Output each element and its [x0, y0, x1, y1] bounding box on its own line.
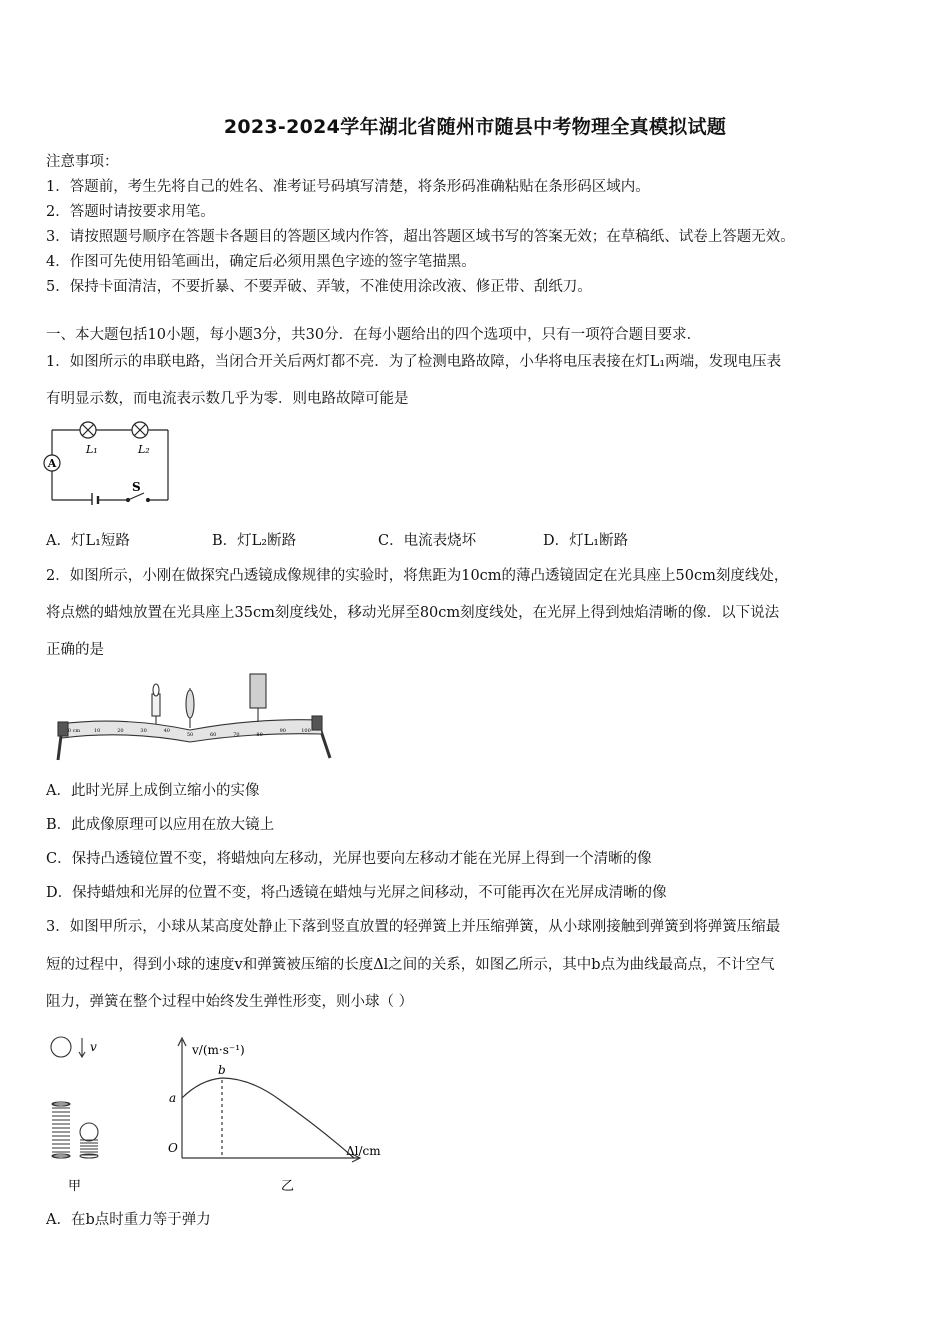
page-title: 2023-2024学年湖北省随州市随县中考物理全真模拟试题: [223, 116, 727, 138]
lamp1-label: L₁: [86, 443, 98, 456]
ammeter-label: A: [47, 457, 57, 470]
point-a-label: a: [169, 1091, 177, 1105]
bench-tick-label: 60: [210, 732, 217, 738]
spring-icon: [80, 1140, 98, 1155]
q2-text: 正确的是: [46, 642, 104, 658]
bench-tick-label: 20: [117, 728, 124, 734]
section-heading: 一、本大题包括10小题，每小题3分，共30分．在每小题给出的四个选项中，只有一项符合题目要求．: [46, 327, 702, 343]
q2-text: 2．如图所示，小刚在做探究凸透镜成像规律的实验时，将焦距为10cm的薄凸透镜固定在光具座上50cm刻度线处，: [46, 568, 789, 584]
notice-heading: 注意事项：: [46, 154, 119, 170]
notice-item: 3．请按照题号顺序在答题卡各题目的答题区域内作答，超出答题区域书写的答案无效；在草稿纸、试卷上答题无效。: [46, 229, 795, 245]
q2-optical-bench-diagram: [44, 668, 338, 768]
bench-tick-label: 80: [256, 732, 263, 738]
bench-tick-label: 10: [94, 728, 101, 734]
q2-option-c: C．保持凸透镜位置不变，将蜡烛向左移动，光屏也要向左移动才能在光屏上得到一个清晰的像: [46, 851, 652, 867]
q3-text: 3．如图甲所示，小球从某高度处静止下落到竖直放置的轻弹簧上并压缩弹簧，从小球刚接触到弹簧到将弹簧压缩最: [46, 919, 781, 935]
bench-tick-label: 50: [186, 732, 194, 738]
notice-item: 2．答题时请按要求用笔。: [46, 204, 215, 220]
q3-figure-jia: [44, 1030, 114, 1195]
bench-tick-label: 70: [233, 732, 240, 738]
q2-option-d: D．保持蜡烛和光屏的位置不变，将凸透镜在蜡烛与光屏之间移动，不可能再次在光屏成清晰的像: [46, 885, 667, 901]
q2-text: 将点燃的蜡烛放置在光具座上35cm刻度线处，移动光屏至80cm刻度线处，在光屏上得到烛焰清晰的像．以下说法: [46, 605, 780, 621]
ball-icon: [51, 1037, 71, 1057]
q3-text: 阻力，弹簧在整个过程中始终发生弹性形变，则小球（ ）: [46, 994, 414, 1010]
lamp2-label: L₂: [138, 443, 150, 456]
q3-option-a: A．在b点时重力等于弹力: [46, 1212, 211, 1228]
y-axis-label: v/(m·s⁻¹): [192, 1043, 245, 1057]
spring-icon: [52, 1104, 70, 1156]
q2-option-b: B．此成像原理可以应用在放大镜上: [46, 817, 275, 833]
q3-velocity-graph: [160, 1030, 410, 1195]
q3-text: 短的过程中，得到小球的速度v和弹簧被压缩的长度Δl之间的关系，如图乙所示，其中b点为曲线最高点，不计空气: [46, 957, 775, 973]
q2-option-a: A．此时光屏上成倒立缩小的实像: [46, 783, 260, 799]
ball-icon: [80, 1123, 98, 1141]
q1-circuit-diagram: [40, 415, 180, 505]
figure-yi-label: 乙: [281, 1179, 295, 1194]
velocity-label: v: [90, 1040, 97, 1054]
bench-tick-label: 90: [279, 728, 286, 734]
point-b-label: b: [218, 1063, 226, 1077]
figure-jia-label: 甲: [68, 1179, 82, 1194]
bench-tick-label: 0 cm: [67, 728, 81, 734]
switch-label: S: [132, 480, 141, 494]
notice-item: 4．作图可先使用铅笔画出，确定后必须用黑色字迹的签字笔描黑。: [46, 254, 476, 270]
q1-option-c: C．电流表烧坏: [378, 533, 477, 549]
q1-option-a: A．灯L₁短路: [46, 533, 130, 549]
x-axis-label: Δl/cm: [346, 1144, 381, 1158]
q1-option-b: B．灯L₂断路: [212, 533, 297, 549]
bench-tick-label: 30: [140, 728, 147, 734]
q1-text: 有明显示数，而电流表示数几乎为零．则电路故障可能是: [46, 391, 409, 407]
origin-label: O: [168, 1141, 178, 1155]
q1-text: 1．如图所示的串联电路，当闭合开关后两灯都不亮．为了检测电路故障，小华将电压表接在灯L₁两端，发现电压表: [46, 354, 782, 370]
notice-item: 5．保持卡面清洁，不要折暴、不要弄破、弄皱，不准使用涂改液、修正带、刮纸刀。: [46, 279, 592, 295]
bench-tick-label: 100: [301, 728, 311, 734]
velocity-curve: [182, 1078, 354, 1158]
q1-option-d: D．灯L₁断路: [543, 533, 629, 549]
notice-item: 1．答题前，考生先将自己的姓名、准考证号码填写清楚，将条形码准确粘贴在条形码区域内。: [46, 179, 650, 195]
bench-tick-label: 40: [163, 728, 170, 734]
